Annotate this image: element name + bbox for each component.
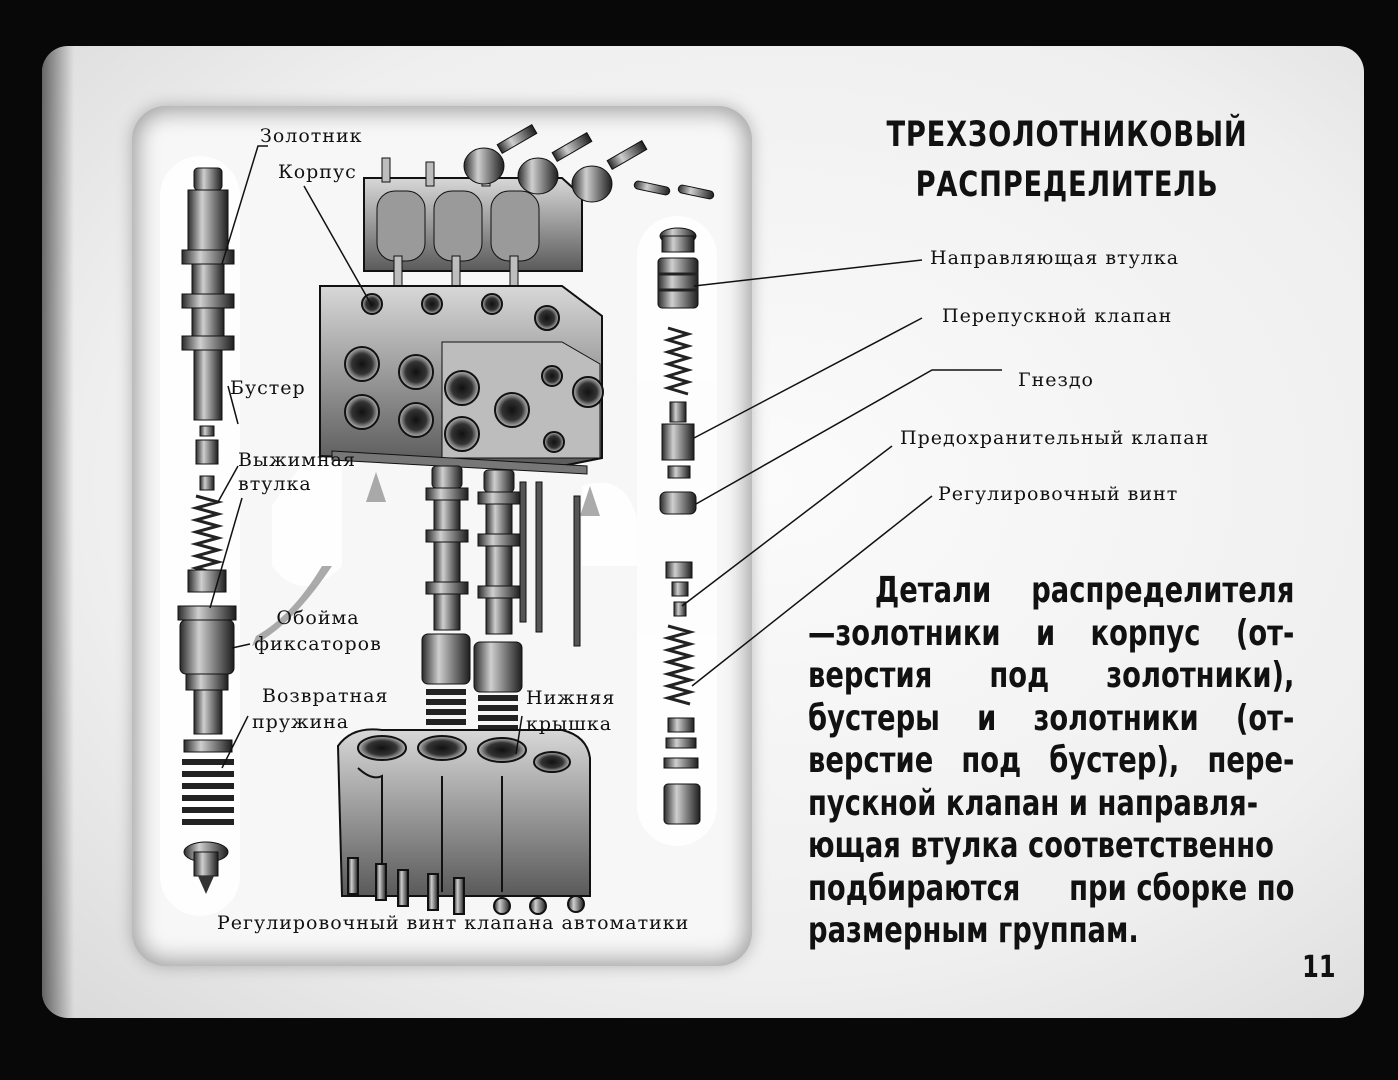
bottom-cover	[338, 729, 590, 914]
label-vyzhimnaya-2: втулка	[238, 473, 312, 495]
slide	[42, 46, 1364, 1018]
desc-word: корпус	[1090, 612, 1201, 654]
desc-word: Детали	[874, 570, 992, 611]
label-napravlyayushchaya: Направляющая втулка	[930, 247, 1180, 269]
label-zolotnik: Золотник	[260, 125, 363, 147]
label-perepusknoy: Перепускной клапан	[942, 305, 1173, 327]
label-oboima-2: фиксаторов	[254, 633, 382, 655]
title-line-2: РАСПРЕДЕЛИТЕЛЬ	[915, 165, 1219, 205]
desc-word: под	[989, 655, 1050, 696]
label-korpus: Корпус	[278, 161, 357, 183]
label-regulirovochny: Регулировочный винт	[938, 483, 1179, 505]
diagram-caption: Регулировочный винт клапана автоматики	[217, 912, 690, 934]
desc-word: верстия	[808, 655, 933, 696]
desc-word: распределителя	[1031, 570, 1295, 611]
desc-word: подбираются	[808, 867, 1021, 909]
page-number: 11	[1302, 950, 1336, 985]
label-vozvratnaya-1: Возвратная	[262, 685, 389, 707]
desc-word: и	[1035, 612, 1056, 654]
label-oboima-1: Обойма	[276, 607, 360, 629]
description-text	[808, 570, 1294, 953]
label-nizhnyaya-1: Нижняя	[526, 687, 616, 709]
desc-line-7: ющая втулка соответственно	[808, 825, 1274, 866]
desc-word: бустеры	[808, 697, 940, 739]
label-buster: Бустер	[230, 377, 306, 399]
slide-title	[876, 110, 1258, 210]
desc-word: пере-	[1207, 740, 1295, 781]
desc-word: (от-	[1235, 697, 1295, 739]
desc-line-6: пускной клапан и направля-	[808, 782, 1259, 824]
desc-word: и	[977, 697, 997, 739]
desc-word: —золотники	[808, 612, 1001, 654]
desc-word: золотники	[1033, 697, 1199, 739]
desc-word: (от-	[1235, 612, 1295, 654]
desc-word: верстие	[808, 740, 934, 781]
desc-line-9: размерным группам.	[808, 910, 1139, 951]
desc-word: золотники),	[1106, 655, 1295, 696]
title-line-1: ТРЕХЗОЛОТНИКОВЫЙ	[886, 115, 1248, 155]
desc-word: при сборке по	[1069, 867, 1295, 909]
desc-word: бустер),	[1049, 740, 1180, 781]
label-vozvratnaya-2: пружина	[252, 711, 350, 733]
desc-word: под	[961, 740, 1022, 781]
label-gnezdo: Гнездо	[1018, 369, 1094, 391]
label-predokhranitelny: Предохранительный клапан	[900, 427, 1210, 449]
label-nizhnyaya-2: крышка	[526, 713, 613, 735]
label-vyzhimnaya-1: Выжимная	[238, 449, 356, 471]
